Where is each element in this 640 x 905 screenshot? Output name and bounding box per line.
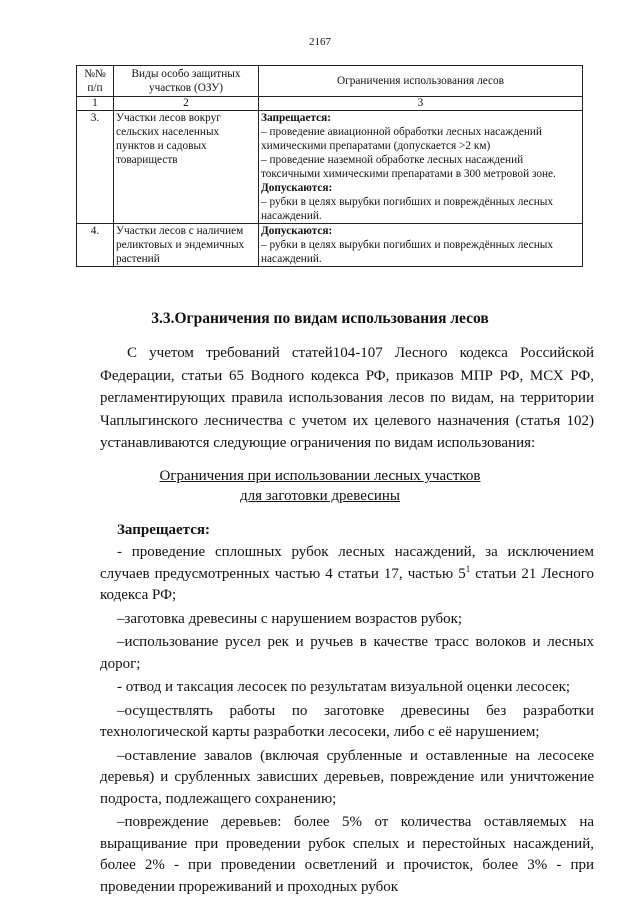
header-restrictions: Ограничения использования лесов <box>259 66 583 97</box>
column-number: 3 <box>259 97 583 111</box>
row-number: 4. <box>77 224 114 267</box>
subheading-line: Ограничения при использовании лесных участков <box>159 468 481 484</box>
restrictions-list <box>100 542 594 900</box>
protected-areas-table <box>76 65 583 267</box>
list-item: –осуществлять работы по заготовке древесины без разработки технологической карты разработки лесосеки, либо с её нарушением; <box>100 702 594 740</box>
row-area-type: Участки лесов вокруг сельских населенных пунктов и садовых товариществ <box>114 111 259 224</box>
list-item: –повреждение деревьев: более 5% от количества оставляемых на выращивание при проведении рубок спелых и перестойных насаждений, более 2% - при проведении осветлений и прочисток, более 3% - при проведении прореживаний и проходных рубок <box>100 814 594 895</box>
page-number: 2167 <box>309 36 331 48</box>
allowed-label: Допускаются: <box>261 225 333 237</box>
row-restrictions <box>259 224 583 267</box>
column-number: 1 <box>77 97 114 111</box>
forbidden-item: – проведение наземной обработке лесных насаждений токсичными химическими препаратами в 300 метровой зоне. <box>261 154 556 180</box>
table-header-row <box>77 66 583 97</box>
list-item: –оставление завалов (включая срубленные и оставленные на лесосеке деревья) и срубленных зависших деревьев, повреждение или уничтожение подроста, подлежащего сохранению; <box>100 747 594 807</box>
column-number-row <box>77 97 583 111</box>
list-item <box>100 542 594 607</box>
section-heading: 3.3.Ограничения по видам использования лесов <box>151 310 489 327</box>
header-number: №№ п/п <box>77 66 114 97</box>
list-item-text: - проведение сплошных рубок лесных насаждений, за исключением случаев предусмотренных частью 4 статьи 17, частью 5 <box>100 544 594 582</box>
allowed-label: Допускаются: <box>261 182 333 194</box>
superscript: 1 <box>465 563 471 574</box>
intro-block <box>100 342 594 455</box>
list-item: –использование русел рек и ручьев в качестве трасс волоков и лесных дорог; <box>100 634 594 672</box>
column-number: 2 <box>114 97 259 111</box>
allowed-item: – рубки в целях вырубки погибших и повреждённых лесных насаждений. <box>261 239 553 265</box>
forbidden-title: Запрещается: <box>117 522 211 538</box>
table-row <box>77 111 583 224</box>
subheading-line: для заготовки древесины <box>239 488 401 504</box>
forbidden-label: Запрещается: <box>261 112 332 124</box>
list-item-text: статьи 21 Лесного кодекса РФ; <box>100 565 595 603</box>
row-number: 3. <box>77 111 114 224</box>
header-area-type: Виды особо защитных участков (ОЗУ) <box>114 66 259 97</box>
subheading <box>0 466 640 506</box>
row-restrictions <box>259 111 583 224</box>
intro-paragraph: С учетом требований статей104-107 Лесного кодекса Российской Федерации, статьи 65 Водного кодекса РФ, приказов МПР РФ, МСХ РФ, регламентирующих правила использования лесов по видам, на территории Чаплыгинского лесничества с учетом их целевого назначения (статья 102) устанавливаются следующие ограничения по видам использования: <box>100 345 594 451</box>
table-row <box>77 224 583 267</box>
list-item: –заготовка древесины с нарушением возрастов рубок; <box>117 610 463 627</box>
allowed-item: – рубки в целях вырубки погибших и повреждённых лесных насаждений. <box>261 196 553 222</box>
row-area-type: Участки лесов с наличием реликтовых и эндемичных растений <box>114 224 259 267</box>
forbidden-item: – проведение авиационной обработки лесных насаждений химическими препаратами (допускается >2 км) <box>261 126 542 152</box>
list-item: - отвод и таксация лесосек по результатам визуальной оценки лесосек; <box>117 679 571 695</box>
